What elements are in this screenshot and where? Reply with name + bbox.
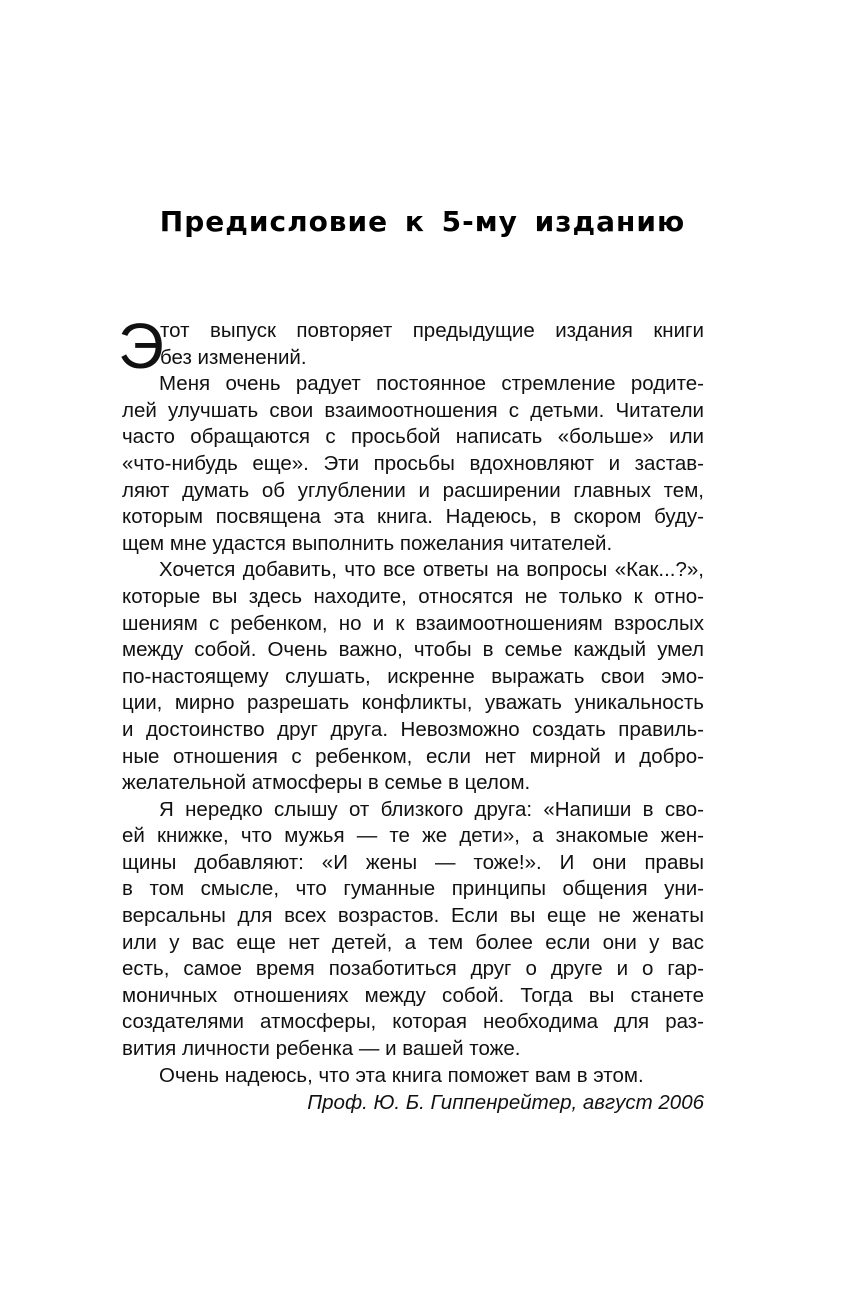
text-line: создателями атмосферы, которая необходима для раз- — [122, 1010, 704, 1034]
drop-cap-letter: Э — [118, 310, 164, 382]
text-line: щем мне удастся выполнить пожелания читателей. — [122, 531, 613, 555]
text-line: Хочется добавить, что все ответы на вопросы «Как...?», — [159, 558, 704, 582]
text-line: ные отношения с ребенком, если нет мирной и добро- — [122, 744, 704, 768]
chapter-title: Предисловие к 5-му изданию — [159, 205, 686, 238]
text-line: щины добавляют: «И жены — тоже!». И они правы — [122, 850, 704, 874]
text-line: часто обращаются с просьбой написать «больше» или — [122, 425, 704, 449]
text-line: ей книжке, что мужья — те же дети», а знакомые жен- — [122, 824, 704, 848]
text-line: лей улучшать свои взаимоотношения с детьми. Читатели — [122, 398, 704, 422]
text-line: версальны для всех возрастов. Если вы еще не женаты — [122, 904, 704, 928]
text-line: без изменений. — [160, 345, 307, 369]
text-line: Очень надеюсь, что эта книга поможет вам в этом. — [159, 1063, 644, 1087]
text-line: ции, мирно разрешать конфликты, уважать уникальность — [122, 691, 704, 715]
text-line: в том смысле, что гуманные принципы общения уни- — [122, 877, 704, 901]
text-line: есть, самое время позаботиться друг о друге и о гар- — [122, 957, 704, 981]
text-line: между собой. Очень важно, чтобы в семье каждый умел — [122, 638, 704, 662]
text-line: по-настоящему слушать, искренне выражать свои эмо- — [122, 664, 704, 688]
preface-body — [122, 318, 704, 1117]
text-line: моничных отношениях между собой. Тогда вы станете — [122, 983, 704, 1007]
text-line: тот выпуск повторяет предыдущие издания книги — [160, 319, 704, 342]
text-line: шениям с ребенком, но и к взаимоотношениям взрослых — [122, 611, 704, 635]
author-signature: Проф. Ю. Б. Гиппенрейтер, август 2006 — [307, 1091, 704, 1115]
text-line: которым посвящена эта книга. Надеюсь, в скором буду- — [122, 505, 704, 529]
text-line: вития личности ребенка — и вашей тоже. — [122, 1037, 521, 1061]
text-line: которые вы здесь находите, относятся не только к отно- — [122, 584, 704, 608]
text-line: и достоинство друг друга. Невозможно создать правиль- — [122, 717, 704, 741]
text-line: Я нередко слышу от близкого друга: «Напиши в сво- — [159, 797, 704, 821]
text-line: Меня очень радует постоянное стремление родите- — [159, 372, 704, 396]
text-line: или у вас еще нет детей, а тем более если они у вас — [122, 930, 704, 954]
text-line: ляют думать об углублении и расширении главных тем, — [122, 478, 704, 502]
text-line: желательной атмосферы в семье в целом. — [122, 771, 531, 795]
text-line: «что-нибудь еще». Эти просьбы вдохновляют и застав- — [122, 451, 704, 475]
